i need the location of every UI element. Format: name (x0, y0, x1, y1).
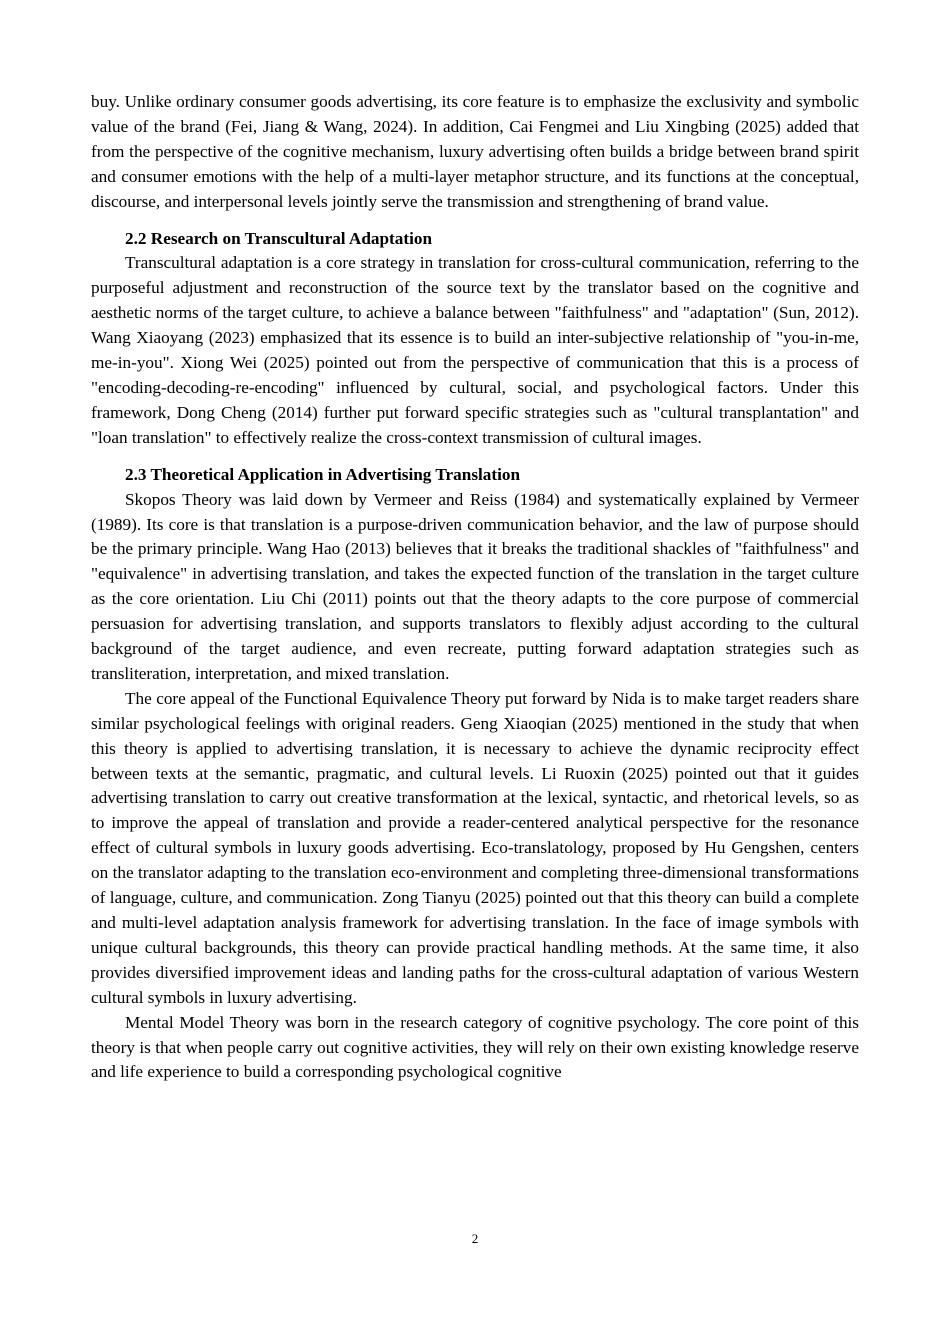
section-heading-2-3: 2.3 Theoretical Application in Advertising Translation (125, 464, 521, 484)
page-number: 2 (471, 1231, 479, 1246)
body-paragraph: Mental Model Theory was born in the research category of cognitive psychology. The core point of this theory is that when people carry out cognitive activities, they will rely on their own existing knowledge reserve and life experience to build a corresponding psychological cognitive (91, 1012, 859, 1082)
document-page (91, 90, 859, 1085)
body-paragraph: Transcultural adaptation is a core strategy in translation for cross-cultural communication, referring to the purposeful adjustment and reconstruction of the source text by the translator based on the cognitive and aesthetic norms of the target culture, to achieve a balance between "faithfulness" and "adaptation" (Sun, 2012). Wang Xiaoyang (2023) emphasized that its essence is to build an inter-subjective relationship of "you-in-me, me-in-you". Xiong Wei (2025) pointed out from the perspective of communication that this is a process of "encoding-decoding-re-encoding" influenced by cultural, social, and psychological factors. Under this framework, Dong Cheng (2014) further put forward specific strategies such as "cultural transplantation" and "loan translation" to effectively realize the cross-context transmission of cultural images. (91, 253, 859, 447)
body-paragraph: buy. Unlike ordinary consumer goods advertising, its core feature is to emphasize the exclusivity and symbolic value of the brand (Fei, Jiang & Wang, 2024). In addition, Cai Fengmei and Liu Xingbing (2025) added that from the perspective of the cognitive mechanism, luxury advertising often builds a bridge between brand spirit and consumer emotions with the help of a multi-layer metaphor structure, and its functions at the conceptual, discourse, and interpersonal levels jointly serve the transmission and strengthening of brand value. (91, 92, 859, 211)
body-paragraph: Skopos Theory was laid down by Vermeer and Reiss (1984) and systematically explained by Vermeer (1989). Its core is that translation is a purpose-driven communication behavior, and the law of purpose should be the primary principle. Wang Hao (2013) believes that it breaks the traditional shackles of "faithfulness" and "equivalence" in advertising translation, and takes the expected function of the translation in the target culture as the core orientation. Liu Chi (2011) points out that the theory adapts to the core purpose of commercial persuasion for advertising translation, and supports translators to flexibly adjust according to the cultural background of the target audience, and even recreate, putting forward adaptation strategies such as transliteration, interpretation, and mixed translation. (91, 489, 859, 683)
body-paragraph: The core appeal of the Functional Equivalence Theory put forward by Nida is to make target readers share similar psychological feelings with original readers. Geng Xiaoqian (2025) mentioned in the study that when this theory is applied to advertising translation, it is necessary to achieve the dynamic reciprocity effect between texts at the semantic, pragmatic, and cultural levels. Li Ruoxin (2025) pointed out that it guides advertising translation to carry out creative transformation at the lexical, syntactic, and rhetorical levels, so as to improve the appeal of translation and provide a reader-centered analytical perspective for the resonance effect of cultural symbols in luxury goods advertising. Eco-translatology, proposed by Hu Gengshen, centers on the translator adapting to the translation eco-environment and completing three-dimensional transformations of language, culture, and communication. Zong Tianyu (2025) pointed out that this theory can build a complete and multi-level adaptation analysis framework for advertising translation. In the face of image symbols with unique cultural backgrounds, this theory can provide practical handling methods. At the same time, it also provides diversified improvement ideas and landing paths for the cross-cultural adaptation of various Western cultural symbols in luxury advertising. (91, 688, 859, 1007)
section-heading-2-2: 2.2 Research on Transcultural Adaptation (125, 228, 433, 248)
